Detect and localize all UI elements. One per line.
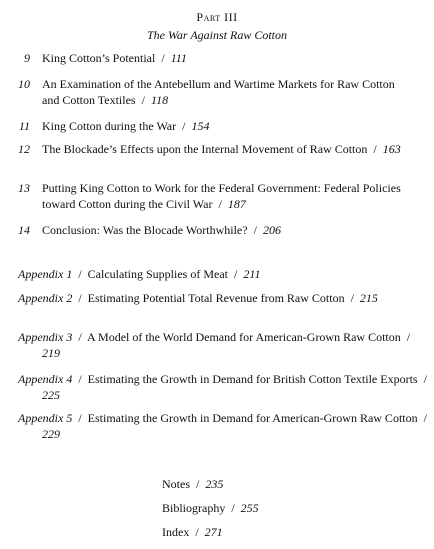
page-number: 154 (191, 119, 210, 133)
chapter-title: An Examination of the Antebellum and Wartime Markets for Raw Cotton and Cotton Textiles (42, 77, 395, 107)
appendix-entry[interactable] (18, 329, 434, 361)
chapter-entry[interactable] (0, 180, 434, 212)
chapter-title: King Cotton’s Potential (42, 51, 156, 65)
appendix-label: Appendix 1 (18, 267, 73, 281)
chapter-number: 14 (18, 223, 30, 237)
part-subtitle: The War Against Raw Cotton (146, 28, 288, 42)
separator: / (253, 223, 257, 237)
page-number: 219 (42, 346, 60, 360)
page-number: 206 (262, 223, 281, 237)
chapter-entry[interactable] (0, 222, 434, 238)
chapter-entry[interactable] (0, 50, 434, 66)
page-number: 255 (240, 501, 259, 515)
appendix-label: Appendix 4 (18, 372, 73, 386)
separator: / (196, 477, 200, 491)
page-number: 163 (382, 142, 401, 156)
page-number: 211 (243, 267, 261, 281)
separator: / (218, 197, 222, 211)
chapter-entry[interactable] (0, 141, 434, 157)
appendix-title: Calculating Supplies of Meat (87, 267, 228, 281)
separator: / (182, 119, 186, 133)
page-number: 225 (42, 388, 60, 402)
chapter-number: 10 (18, 77, 30, 91)
appendix-entry[interactable] (18, 410, 434, 442)
back-matter-title: Index (162, 525, 190, 539)
page-number: 118 (150, 93, 169, 107)
separator: / (78, 291, 82, 305)
part-heading: Part III (196, 10, 238, 24)
separator: / (78, 372, 82, 386)
chapter-number: 9 (24, 51, 30, 65)
separator: / (373, 142, 377, 156)
page-number: 187 (227, 197, 246, 211)
separator: / (141, 93, 145, 107)
chapter-entry[interactable] (0, 118, 434, 134)
appendix-entry[interactable] (18, 290, 434, 306)
chapter-number: 11 (18, 119, 30, 133)
chapter-entry[interactable] (0, 76, 434, 108)
separator: / (195, 525, 199, 539)
separator: / (78, 411, 82, 425)
back-matter-entry[interactable] (162, 520, 402, 544)
appendix-label: Appendix 2 (18, 291, 73, 305)
chapter-title: King Cotton during the War (42, 119, 177, 133)
separator: / (78, 330, 82, 344)
separator: / (161, 51, 165, 65)
appendix-entry[interactable] (18, 266, 434, 282)
separator: / (423, 372, 427, 386)
chapter-title: The Blockade’s Effects upon the Internal Movement of Raw Cotton (42, 142, 368, 156)
back-matter-title: Notes (162, 477, 190, 491)
separator: / (423, 411, 427, 425)
page-number: 215 (359, 291, 378, 305)
separator: / (350, 291, 354, 305)
appendix-title: A Model of the World Demand for American-Grown Raw Cotton (87, 330, 401, 344)
chapter-number: 12 (18, 142, 30, 156)
appendix-entry[interactable] (18, 371, 434, 403)
appendix-label: Appendix 3 (18, 330, 73, 344)
chapter-title: Conclusion: Was the Blocade Worthwhile? (42, 223, 248, 237)
appendix-title: Estimating the Growth in Demand for British Cotton Textile Exports (87, 372, 418, 386)
separator: / (231, 501, 235, 515)
chapter-title: Putting King Cotton to Work for the Federal Government: Federal Policies toward Cotton during the Civil War (42, 181, 401, 211)
appendix-title: Estimating Potential Total Revenue from Raw Cotton (87, 291, 345, 305)
page-number: 271 (204, 525, 223, 539)
page-number: 229 (42, 427, 60, 441)
separator: / (406, 330, 411, 344)
page-number: 235 (205, 477, 224, 491)
back-matter-list (162, 472, 402, 544)
back-matter-title: Bibliography (162, 501, 226, 515)
chapter-number: 13 (18, 181, 30, 195)
page-number: 111 (170, 51, 187, 65)
back-matter-entry[interactable] (162, 496, 402, 520)
separator: / (233, 267, 238, 281)
appendix-label: Appendix 5 (18, 411, 73, 425)
separator: / (78, 267, 82, 281)
appendix-title: Estimating the Growth in Demand for American-Grown Raw Cotton (87, 411, 418, 425)
back-matter-entry[interactable] (162, 472, 402, 496)
